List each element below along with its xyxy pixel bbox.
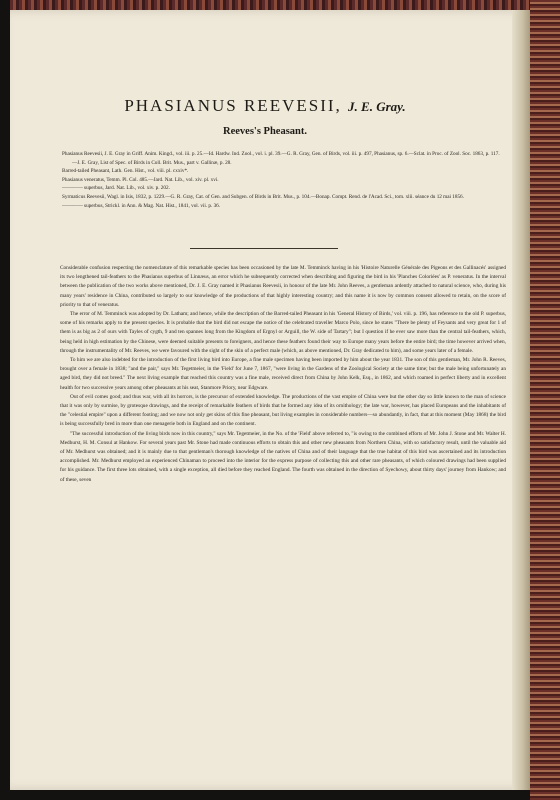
section-divider xyxy=(190,248,338,249)
common-name: Reeves's Pheasant. xyxy=(223,126,307,137)
paragraph: To him we are also indebted for the introduction of the first living bird into Europe, a fine male specimen having been imported by him about the year 1831. The son of this gentleman, Mr. John R. Reeves, brought over a female in 1838; "and the pair," says Mr. Tegetmeier, in the 'Field' for June 7, 1867, "were living in the Gardens of the Zoological Society at the same time; but the male being unfortunately an aged bird, they did not breed." The next living example that reached this country was a fine male, received direct from China by John Kelk, Esq., in 1862, and which roamed in perfect liberty and in excellent health for two successive years among other pheasants at his seat, Stanmore Priory, near Edgware. xyxy=(60,357,506,391)
species-authority: J. E. Gray. xyxy=(348,99,406,114)
paragraph: The error of M. Temminck was adopted by Dr. Latham; and hence, while the description of the Barred-tailed Pheasant in his 'General History of Birds,' vol. viii. p. 196, has reference to the old P. superbus, some of his remarks apply to the present species. It is probable that the bird did not escape the notice of the celebrated traveller Marco Polo, since he states "There be plenty of Feysants and very great for 1 of them is as big as 2 of ours with Tayles of cygth, 9 and ten spannes long from the Kingdom of Ergnyl or Arguill, the W. side of Tartary"; but I question if he ever saw more than the central tail-feathers, which, being held in high estimation by the Chinese, were deemed suitable presents to foreigners, and hence these feathers found their way to Europe many years before the entire bird; the time however arrived when, through the instrumentality of Mr. Reeves, we were favoured with the sight of the skin of a perfect male (which, as above mentioned, Dr. Gray dedicated to him), and some years later of a female. xyxy=(60,311,506,354)
species-name: PHASIANUS REEVESII, xyxy=(124,96,342,115)
synonymy-entry: Phasianus Reevesii, J. E. Gray in Griff. Anim. Kingd., vol. iii. p. 25.—Id. Hardw. Ind. Zool., vol. i. pl. 39.—G. R. Gray, Gen. of Birds, vol. iii. p. 497, Phasianus, sp. 6.—Sclat. in Proc. of Zool. Soc. 1863, p. 117.—J. E. Gray, List of Spec. of Birds in Coll. Brit. Mus., part v. Gallinæ, p. 28. xyxy=(62,151,500,166)
book-top-edge xyxy=(10,0,550,10)
paragraph: Out of evil comes good; and thus war, with all its horrors, is the precursor of extended knowledge. The productions of the vast empire of China were but the other day so little known to the man of science that it was only by surmise, by grotesque drawings, and the receipt of remarkable feathers of birds that he formed any idea of its ornithology; the late war, however, has placed Europeans and the inhabitants of the "celestial empire" upon a different footing; and we now not only get skins of this fine pheasant, but living examples in considerable numbers—so abundantly, in fact, that at this moment (May 1868) the bird is being successfully bred in more than one menagerie both in England and on the continent. xyxy=(60,393,506,428)
body-text xyxy=(60,264,506,485)
paragraph: "The successful introduction of the living birds now in this country," says Mr. Tegetmeier, in the No. of the 'Field' above referred to, "is owing to the combined efforts of Mr. John J. Stone and Mr. Walter H. Medhurst, H. M. Consul at Hankow. For several years past Mr. Stone had made continuous efforts to obtain this and other new pheasants from Northern China, with so satisfactory result, until the valuable aid of Mr. Medhurst was obtained; and it is mainly due to that gentleman's thorough knowledge of the natives of China and of their language that the true habitat of this bird was ascertained and its introduction accomplished. Mr. Medhurst employed an experienced Chinaman to proceed into the interior for the express purpose of collecting this and other rare pheasants, of which coloured drawings had been supplied for his guidance. The first three lots obtained, with a single exception, all died before they reached England. The fourth was obtained in the direction of Syechowy, about thirty days' journey from Hankow; and of these, seven xyxy=(60,430,506,483)
synonymy-entry: ———— superbus, Strickl. in Ann. & Mag. Nat. Hist., 1841, vol. vii. p. 36. xyxy=(62,202,221,209)
synonymy-block xyxy=(62,150,502,210)
synonymy-entry: ———— superbus, Jard. Nat. Lib., vol. xiv. p. 202. xyxy=(62,185,170,192)
synonymy-entry: Phasianus veneratus, Temm. Pl. Col. 485.—Jard. Nat. Lib., vol. xiv. pl. xvi. xyxy=(62,176,219,183)
paragraph: Considerable confusion respecting the nomenclature of this remarkable species has been occasioned by the late M. Temminck having in his 'Histoire Naturelle Générale des Pigeons et des Gallinacés' assigned its two lengthened tail-feathers to the Phasianus superbus of Linnæus, an error which he subsequently corrected when describing and figuring the bird in his 'Planches Coloriées' as P. veneratus. In the interval between the publication of the two works above mentioned, Dr. J. E. Gray named it Phasianus Reevesii, in honour of the late Mr. John Reeves, a gentleman ardently attached to natural science, who, during his many years' residence in China, contributed so largely to our knowledge of the productions of that highly interesting country; and this name it is now by common consent allowed to retain, on the score of priority to that of veneratus. xyxy=(60,265,506,308)
book-spine xyxy=(530,0,560,800)
synonymy-entry: Barred-tailed Pheasant, Lath. Gen. Hist., vol. viii. pl. cxxiv*. xyxy=(62,168,189,175)
synonymy-entry: Syrmaticus Reevesii, Wagl. in Isis, 1832, p. 1229.—G. R. Gray, Cat. of Gen. and Subgen. of Birds in Brit. Mus., p. 104.—Bonap. Compt. Rend. de l'Acad. Sci., tom. xlii. séance du 12 mai 1856. xyxy=(62,193,464,200)
page-title xyxy=(0,96,530,116)
